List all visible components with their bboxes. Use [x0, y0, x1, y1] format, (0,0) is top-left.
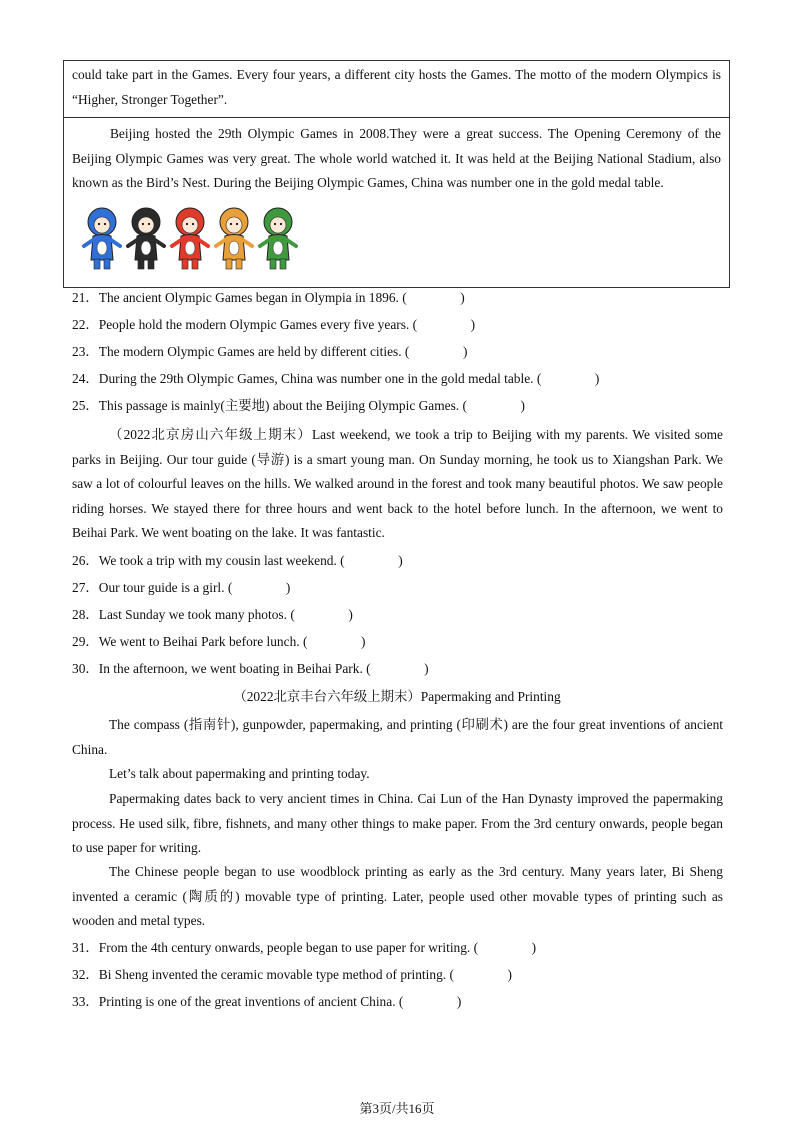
question-26: 26．We took a trip with my cousin last weekend. ( ) [72, 553, 403, 568]
question-30: 30．In the afternoon, we went boating in Beihai Park. ( ) [72, 661, 429, 676]
question-29: 29．We went to Beihai Park before lunch. ( ) [72, 634, 366, 649]
passage-c-paragraph-3: Papermaking dates back to very ancient times in China. Cai Lun of the Han Dynasty improved the papermaking process. He used silk, fibre, fishnets, and many other things to make paper. From the 3rd century onwards, people began to use paper for writing. [72, 791, 723, 855]
passage-box-bottom [63, 118, 730, 288]
yingying-mascot [216, 208, 252, 269]
nini-mascot [260, 208, 296, 269]
passage-a-continued-text: could take part in the Games. Every four years, a different city hosts the Games. The motto of the modern Olympics is “Higher, Stronger Together”. [72, 67, 721, 107]
question-21: 21．The ancient Olympic Games began in Olympia in 1896. ( ) [72, 290, 465, 305]
question-23: 23．The modern Olympic Games are held by different cities. ( ) [72, 344, 468, 359]
question-27: 27．Our tour guide is a girl. ( ) [72, 580, 291, 595]
fuwa-mascots-image [80, 200, 300, 272]
passage-c-paragraph-1: The compass (指南针), gunpowder, papermaking, and printing (印刷术) are the four great inventions of ancient China. [72, 717, 723, 757]
page-number-footer: 第3页/共16页 [359, 1101, 435, 1116]
question-32: 32．Bi Sheng invented the ceramic movable type method of printing. ( ) [72, 967, 512, 982]
question-22: 22．People hold the modern Olympic Games every five years. ( ) [72, 317, 476, 332]
question-24: 24．During the 29th Olympic Games, China was number one in the gold medal table. ( ) [72, 371, 600, 386]
passage-b-paragraph: （2022北京房山六年级上期末）Last weekend, we took a trip to Beijing with my parents. We visited some parks in Beijing. Our tour guide (导游) is a smart young man. On Sunday morning, he took us to Xiangshan Park. We saw a lot of colourful leaves on the hills. We walked around in the forest and took many beautiful photos. We saw people riding horses. We stayed there for three hours and went back to the hotel before lunch. In the afternoon, we went to Beihai Park. We went boating on the lake. It was fantastic. [72, 427, 723, 540]
passage-c-paragraph-2: Let’s talk about papermaking and printing today. [109, 766, 370, 781]
question-31: 31．From the 4th century onwards, people began to use paper for writing. ( ) [72, 940, 537, 955]
huanhuan-mascot [172, 208, 208, 269]
beibei-mascot [84, 208, 120, 269]
question-28: 28．Last Sunday we took many photos. ( ) [72, 607, 353, 622]
question-33: 33．Printing is one of the great inventions of ancient China. ( ) [72, 994, 462, 1009]
passage-c-title: （2022北京丰台六年级上期末）Papermaking and Printing [233, 689, 561, 704]
passage-c-paragraph-4: The Chinese people began to use woodblock printing as early as the 3rd century. Many years later, Bi Sheng invented a ceramic (陶质的) movable type of printing. Later, people used other movable types of printing such as wooden and metal types. [72, 864, 723, 928]
question-25: 25．This passage is mainly(主要地) about the Beijing Olympic Games. ( ) [72, 398, 525, 413]
passage-a-paragraph: Beijing hosted the 29th Olympic Games in 2008.They were a great success. The Opening Ceremony of the Beijing Olympic Games was very great. The whole world watched it. It was held at the Beijing National Stadium, also known as the Bird’s Nest. During the Beijing Olympic Games, China was number one in the gold medal table. [72, 126, 721, 190]
passage-box-top [63, 60, 730, 118]
jingjing-mascot [128, 208, 164, 269]
